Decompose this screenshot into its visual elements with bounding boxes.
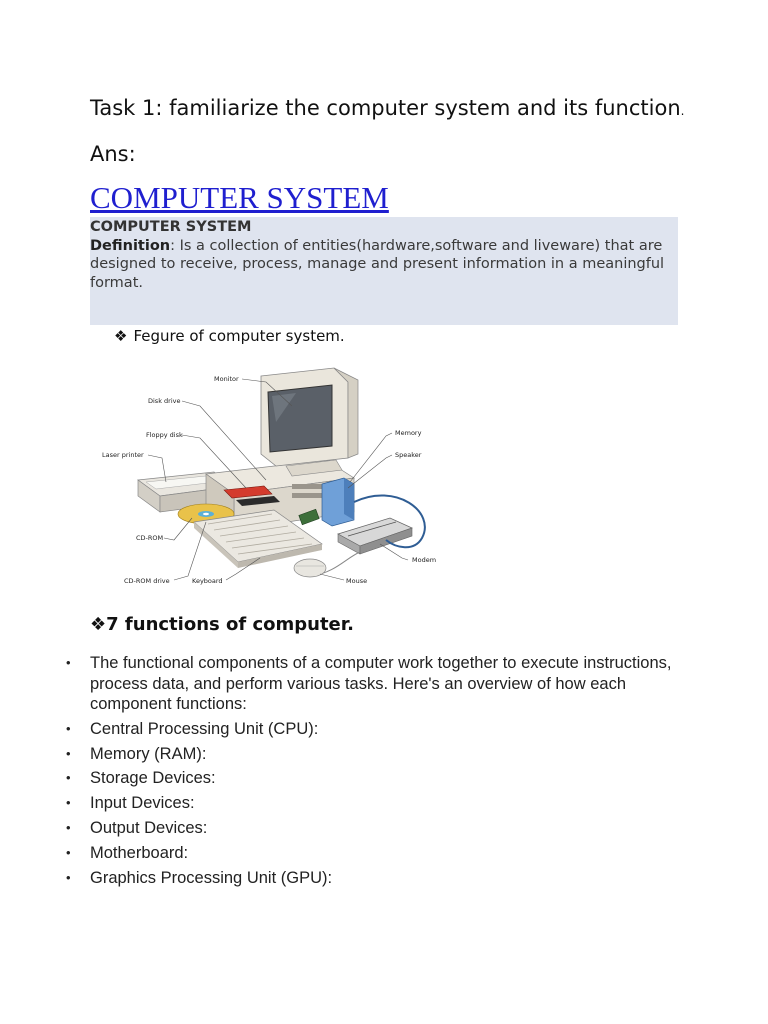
definition-box-title: COMPUTER SYSTEM xyxy=(90,219,252,235)
cd-rom-label: CD-ROM xyxy=(136,534,164,542)
disk-drive-label: Disk drive xyxy=(148,397,181,405)
definition-box xyxy=(90,217,678,325)
task-title xyxy=(90,96,684,120)
speaker-label: Speaker xyxy=(395,451,422,459)
modem-illustration xyxy=(338,518,412,554)
list-item xyxy=(66,843,676,864)
list-item-text: Motherboard: xyxy=(90,843,189,862)
computer-system-figure xyxy=(96,362,446,592)
diamond-bullet-icon: ❖ xyxy=(114,327,128,345)
list-item-text: Central Processing Unit (CPU): xyxy=(90,719,319,738)
cd-rom-drive-label: CD-ROM drive xyxy=(124,577,170,585)
functions-heading: ❖7 functions of computer. xyxy=(90,614,354,635)
bullet-icon: • xyxy=(66,745,71,761)
list-item-text: Graphics Processing Unit (GPU): xyxy=(90,868,333,887)
list-item xyxy=(66,744,676,765)
bullet-icon: • xyxy=(66,655,71,670)
mouse-label: Mouse xyxy=(346,577,368,585)
speaker-illustration xyxy=(322,478,354,526)
modem-label: Modem xyxy=(412,556,437,564)
bullet-icon: • xyxy=(66,819,71,835)
definition-text: : Is a collection of entities(hardware,software and liveware) that are designed to receive, process, manage and present information in a meaningful format. xyxy=(90,237,665,291)
list-item xyxy=(66,768,676,789)
list-item-text: Storage Devices: xyxy=(90,769,216,788)
functions-list xyxy=(66,653,676,892)
list-item xyxy=(66,719,676,740)
bullet-icon: • xyxy=(66,844,71,860)
list-item xyxy=(66,793,676,814)
computer-system-heading-link[interactable]: COMPUTER SYSTEM xyxy=(90,180,389,215)
answer-label: Ans: xyxy=(90,142,136,166)
bullet-icon: • xyxy=(66,770,71,786)
monitor-illustration xyxy=(261,368,358,476)
list-item xyxy=(66,818,676,839)
list-item-text: Output Devices: xyxy=(90,818,208,837)
figure-caption xyxy=(114,327,345,345)
memory-label: Memory xyxy=(395,429,422,437)
bullet-icon: • xyxy=(66,869,71,885)
definition-label: Definition xyxy=(90,237,171,254)
list-item xyxy=(66,868,676,889)
list-item-text: Input Devices: xyxy=(90,794,195,813)
list-item xyxy=(66,653,676,715)
list-item-text: Memory (RAM): xyxy=(90,744,207,763)
monitor-label: Monitor xyxy=(214,375,239,383)
floppy-disk-label: Floppy disk xyxy=(146,431,183,439)
list-item-text: The functional components of a computer work together to execute instructions, process data, and perform various tasks. Here's an overview of how each component functions: xyxy=(90,654,672,713)
laser-printer-label: Laser printer xyxy=(102,451,144,459)
bullet-icon: • xyxy=(66,720,71,736)
bullet-icon: • xyxy=(66,795,71,811)
figure-caption-text: Fegure of computer system. xyxy=(133,327,345,345)
definition-paragraph xyxy=(90,237,674,293)
keyboard-label: Keyboard xyxy=(192,577,223,585)
task-trailing-dot: . xyxy=(680,104,685,118)
task-text: Task 1: familiarize the computer system and its function xyxy=(90,96,681,120)
computer-system-illustration xyxy=(96,362,446,592)
